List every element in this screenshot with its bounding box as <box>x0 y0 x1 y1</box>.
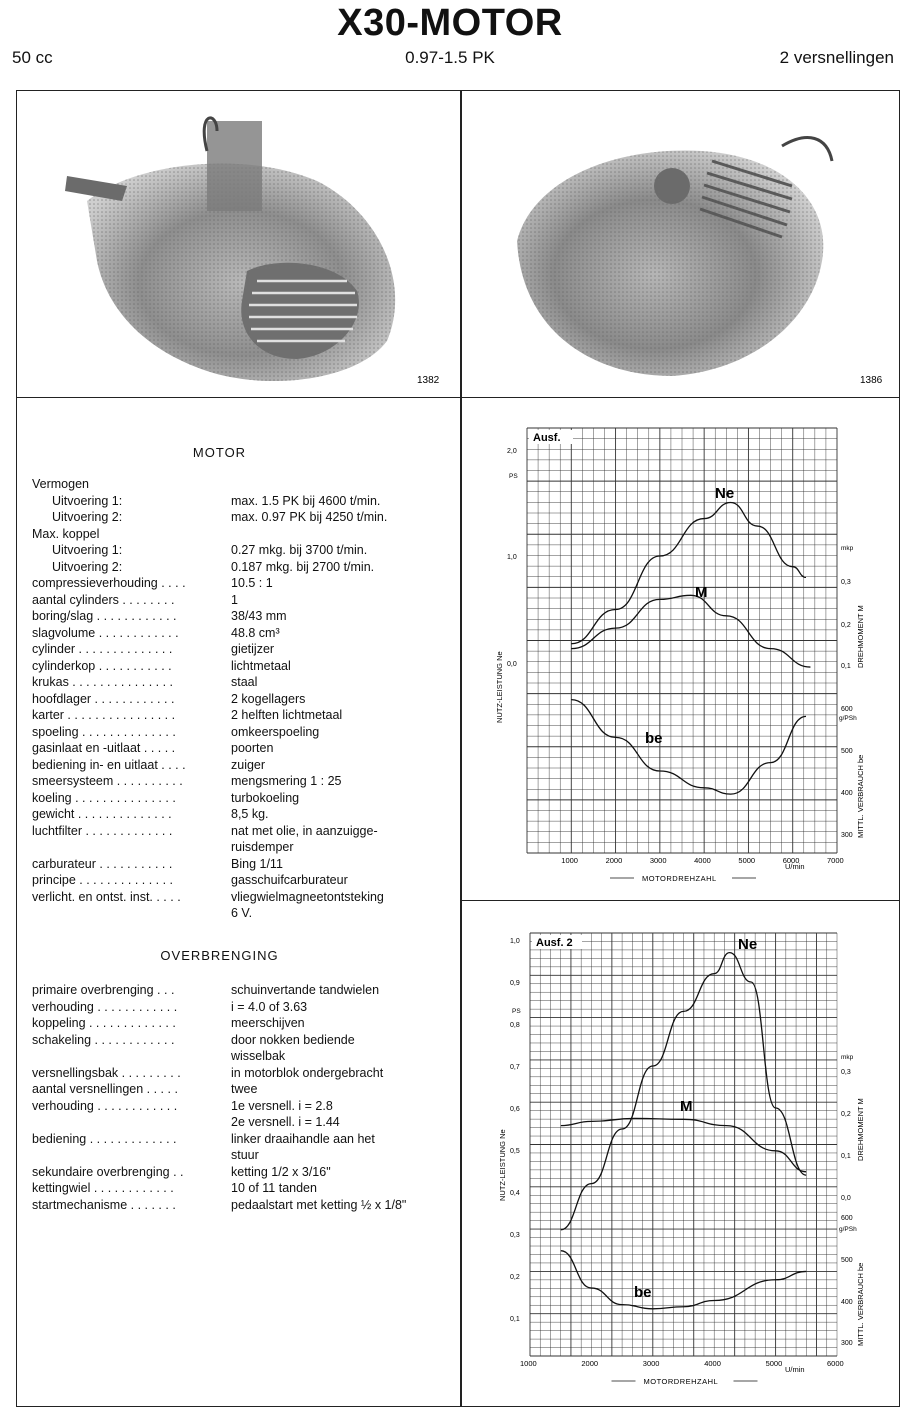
motor-row <box>32 889 452 906</box>
transmission-row <box>32 1114 452 1131</box>
consumption-tick-label: 300 <box>841 1340 853 1347</box>
left-tick-label: 0,7 <box>510 1064 520 1071</box>
transmission-row <box>32 1131 452 1148</box>
motor-label: gasinlaat en -uitlaat . . . . . <box>32 741 176 755</box>
motor-label: koeling . . . . . . . . . . . . . . . <box>32 790 176 805</box>
motor-value: 38/43 mm <box>231 609 287 623</box>
motor-value: Bing 1/11 <box>231 856 283 871</box>
torque-tick-label: 0,2 <box>841 1111 851 1118</box>
motor-row <box>32 476 452 493</box>
x-tick-label: 5000 <box>738 856 756 865</box>
x-tick-label: 2000 <box>605 856 623 865</box>
left-unit-label: PS <box>512 1008 521 1015</box>
transmission-label: versnellingsbak . . . . . . . . . <box>32 1065 181 1080</box>
transmission-value: wisselbak <box>231 1049 286 1063</box>
motor-label: Max. koppel <box>32 526 100 541</box>
motor-row <box>32 806 452 823</box>
motor-row <box>32 839 452 856</box>
transmission-row <box>32 1065 452 1082</box>
motor-row <box>32 790 452 807</box>
motor-label: Vermogen <box>32 477 89 491</box>
torque-unit-label: mkp <box>841 1054 854 1061</box>
motor-value: omkeerspoeling <box>231 724 320 739</box>
motor-value: 0.187 mkg. bij 2700 t/min. <box>231 559 375 574</box>
motor-label: cylinder . . . . . . . . . . . . . . <box>32 642 173 656</box>
displacement-label: 50 cc <box>12 48 53 67</box>
transmission-value: in motorblok ondergebracht <box>231 1065 384 1080</box>
transmission-value: twee <box>231 1082 258 1096</box>
transmission-row <box>32 982 452 999</box>
series-label-be: be <box>634 1284 652 1301</box>
motor-label: hoofdlager . . . . . . . . . . . . <box>32 691 175 706</box>
motor-value: 10.5 : 1 <box>231 576 273 590</box>
transmission-row <box>32 1015 452 1032</box>
torque-axis-label: DREHMOMENT M <box>856 1098 865 1161</box>
motor-label: smeersysteem . . . . . . . . . . <box>32 774 183 788</box>
consumption-axis-label: MITTL. VERBRAUCH be <box>856 1262 865 1346</box>
torque-tick-label: 0,1 <box>841 663 851 670</box>
transmission-row <box>32 1164 452 1181</box>
transmission-label: verhouding . . . . . . . . . . . . <box>32 1098 178 1113</box>
transmission-value: 10 of 11 tanden <box>231 1181 317 1195</box>
motor-row <box>32 674 452 691</box>
transmission-row <box>32 999 452 1016</box>
transmission-value: linker draaihandle aan het <box>231 1131 375 1146</box>
transmission-row <box>32 1147 452 1164</box>
motor-value: gasschuifcarburateur <box>231 873 348 887</box>
x-unit-label: U/min <box>785 1365 805 1374</box>
x-tick-label: 1000 <box>561 856 578 865</box>
transmission-label: kettingwiel . . . . . . . . . . . . <box>32 1181 174 1195</box>
motor-row <box>32 526 452 543</box>
transmission-row <box>32 1098 452 1115</box>
x-tick-label: 6000 <box>782 856 800 865</box>
engine-photo-angled <box>462 91 898 396</box>
transmission-label: aantal versnellingen . . . . . <box>32 1082 178 1096</box>
torque-tick-label: 0,2 <box>841 622 851 629</box>
transmission-label: verhouding . . . . . . . . . . . . <box>32 999 178 1014</box>
torque-unit-label: mkp <box>841 545 854 552</box>
motor-value: max. 0.97 PK bij 4250 t/min. <box>231 510 388 524</box>
motor-value: 6 V. <box>231 906 253 920</box>
motor-label: compressieverhouding . . . . <box>32 576 186 590</box>
transmission-label: sekundaire overbrenging . . <box>32 1164 184 1179</box>
motor-row <box>32 773 452 790</box>
photo-panel-left <box>16 90 461 398</box>
motor-label: boring/slag . . . . . . . . . . . . <box>32 609 177 623</box>
motor-row <box>32 592 452 609</box>
motor-value: mengsmering 1 : 25 <box>231 774 342 788</box>
left-tick-label: 0,3 <box>510 1232 520 1239</box>
chart-panel-1 <box>461 397 900 901</box>
motor-value: zuiger <box>231 757 266 772</box>
motor-label: principe . . . . . . . . . . . . . . <box>32 873 174 887</box>
motor-value: 0.27 mkg. bij 3700 t/min. <box>231 543 368 557</box>
series-label-ne: Ne <box>715 485 735 502</box>
transmission-label: bediening . . . . . . . . . . . . . <box>32 1131 177 1146</box>
motor-label: gewicht . . . . . . . . . . . . . . <box>32 807 172 821</box>
motor-label: luchtfilter . . . . . . . . . . . . . <box>32 823 173 838</box>
performance-chart-2 <box>462 901 898 1405</box>
x-axis-label: MOTORDREHZAHL <box>642 874 717 883</box>
motor-row <box>32 757 452 774</box>
motor-value: turbokoeling <box>231 790 300 805</box>
series-label-be: be <box>645 730 663 747</box>
motor-row <box>32 856 452 873</box>
consumption-tick-label: 400 <box>841 790 853 797</box>
motor-label: Uitvoering 1: <box>52 493 123 508</box>
transmission-row <box>32 1197 452 1214</box>
motor-label: karter . . . . . . . . . . . . . . . . <box>32 708 176 722</box>
transmission-value: 1e versnell. i = 2.8 <box>231 1098 333 1113</box>
performance-chart-1 <box>462 398 898 898</box>
transmission-value: 2e versnell. i = 1.44 <box>231 1115 340 1129</box>
torque-axis-label: DREHMOMENT M <box>856 605 865 668</box>
consumption-tick-label: 400 <box>841 1299 853 1306</box>
left-axis-label: NUTZ-LEISTUNG Ne <box>498 1129 507 1201</box>
motor-row <box>32 740 452 757</box>
transmission-value: i = 4.0 of 3.63 <box>231 999 308 1014</box>
motor-value: vliegwielmagneetontsteking <box>231 889 384 904</box>
x-tick-label: 7000 <box>827 856 844 865</box>
motor-row <box>32 559 452 576</box>
series-line-m <box>571 595 810 667</box>
consumption-tick-label: 600 <box>841 1215 853 1222</box>
torque-tick-label: 0,0 <box>841 1195 851 1202</box>
transmission-value: stuur <box>231 1148 259 1162</box>
motor-row <box>32 691 452 708</box>
series-label-m: M <box>680 1098 693 1115</box>
transmission-label: primaire overbrenging . . . <box>32 983 175 997</box>
left-tick-label: 0,5 <box>510 1148 520 1155</box>
motor-row <box>32 905 452 922</box>
left-tick-label: 0,9 <box>510 980 520 987</box>
consumption-tick-label: 600 <box>841 706 853 713</box>
x-tick-label: 4000 <box>694 856 711 865</box>
consumption-unit-label: g/PSh <box>839 715 857 722</box>
left-tick-label: 0,1 <box>510 1316 520 1323</box>
engine-photo-side <box>17 91 459 396</box>
transmission-value: ketting 1/2 x 3/16" <box>231 1164 331 1179</box>
x-axis-label: MOTORDREHZAHL <box>643 1377 719 1386</box>
left-tick-label: 0,8 <box>510 1022 520 1029</box>
motor-label: verlicht. en ontst. inst. . . . . <box>32 889 181 904</box>
motor-row <box>32 641 452 658</box>
motor-row <box>32 658 452 675</box>
transmission-row <box>32 1032 452 1049</box>
motor-value: 1 <box>231 592 238 607</box>
motor-label: carburateur . . . . . . . . . . . <box>32 856 173 871</box>
motor-label: Uitvoering 2: <box>52 559 123 574</box>
motor-label: cylinderkop . . . . . . . . . . . <box>32 658 172 673</box>
left-tick-label: 1,0 <box>510 938 520 945</box>
motor-row <box>32 823 452 840</box>
photo-number-right: 1386 <box>860 375 883 386</box>
x-tick-label: 1000 <box>520 1359 537 1368</box>
left-tick-label: 0,2 <box>510 1274 520 1281</box>
transmission-label: startmechanisme . . . . . . . <box>32 1197 176 1212</box>
x-tick-label: 4000 <box>704 1359 721 1368</box>
motor-row <box>32 493 452 510</box>
left-tick-label: 2,0 <box>507 448 517 455</box>
torque-tick-label: 0,3 <box>841 579 851 586</box>
motor-value: ruisdemper <box>231 840 294 854</box>
torque-tick-label: 0,3 <box>841 1069 851 1076</box>
left-tick-label: 1,0 <box>507 554 517 561</box>
gears-label: 2 versnellingen <box>779 48 894 67</box>
motor-value: poorten <box>231 741 274 755</box>
motor-value: lichtmetaal <box>231 658 291 673</box>
x-tick-label: 2000 <box>581 1359 599 1368</box>
transmission-value: meerschijven <box>231 1016 305 1030</box>
motor-label: bediening in- en uitlaat . . . . <box>32 757 186 772</box>
x-unit-label: U/min <box>785 862 805 871</box>
transmission-row <box>32 1180 452 1197</box>
motor-row <box>32 707 452 724</box>
consumption-tick-label: 500 <box>841 1257 853 1264</box>
transmission-label: koppeling . . . . . . . . . . . . . <box>32 1016 176 1030</box>
series-label-m: M <box>695 584 708 601</box>
left-axis-label: NUTZ-LEISTUNG Ne <box>495 651 504 723</box>
motor-row <box>32 509 452 526</box>
consumption-axis-label: MITTL. VERBRAUCH be <box>856 754 865 838</box>
motor-row <box>32 575 452 592</box>
motor-label: Uitvoering 1: <box>52 543 123 557</box>
photo-panel-right <box>461 90 900 398</box>
motor-row <box>32 724 452 741</box>
consumption-tick-label: 500 <box>841 748 853 755</box>
motor-heading: MOTOR <box>192 445 247 460</box>
motor-value: nat met olie, in aanzuigge- <box>231 823 378 838</box>
motor-label: krukas . . . . . . . . . . . . . . . <box>32 675 174 689</box>
power-label: 0.97-1.5 PK <box>405 48 495 67</box>
series-label-ne: Ne <box>738 936 758 953</box>
x-tick-label: 5000 <box>765 1359 783 1368</box>
spec-panel <box>16 397 461 1407</box>
consumption-unit-label: g/PSh <box>839 1226 857 1233</box>
photo-number-left: 1382 <box>417 375 440 386</box>
torque-tick-label: 0,1 <box>841 1153 851 1160</box>
x-tick-label: 3000 <box>649 856 667 865</box>
chart-title: Ausf. 2 <box>536 937 573 949</box>
motor-value: gietijzer <box>231 642 275 656</box>
motor-label: Uitvoering 2: <box>52 510 123 524</box>
motor-row <box>32 608 452 625</box>
transmission-row <box>32 1048 452 1065</box>
consumption-tick-label: 300 <box>841 832 853 839</box>
transmission-value: pedaalstart met ketting ½ x 1/8" <box>231 1197 407 1212</box>
motor-label: slagvolume . . . . . . . . . . . . <box>32 625 179 640</box>
chart-title: Ausf. <box>533 432 561 444</box>
motor-value: 8,5 kg. <box>231 807 269 821</box>
motor-row <box>32 542 452 559</box>
motor-value: max. 1.5 PK bij 4600 t/min. <box>231 493 381 508</box>
motor-value: 48.8 cm³ <box>231 625 280 640</box>
motor-row <box>32 872 452 889</box>
motor-value: 2 helften lichtmetaal <box>231 708 343 722</box>
left-tick-label: 0,6 <box>510 1106 520 1113</box>
motor-label: spoeling . . . . . . . . . . . . . . <box>32 724 176 739</box>
transmission-value: door nokken bediende <box>231 1032 355 1047</box>
transmission-label: schakeling . . . . . . . . . . . . <box>32 1032 175 1047</box>
transmission-heading: OVERBRENGING <box>160 948 279 963</box>
left-tick-label: 0,4 <box>510 1190 520 1197</box>
left-unit-label: PS <box>509 473 518 480</box>
left-tick-label: 0,0 <box>507 661 517 668</box>
motor-row <box>32 625 452 642</box>
transmission-value: schuinvertande tandwielen <box>231 983 380 997</box>
motor-value: 2 kogellagers <box>231 691 306 706</box>
motor-label: aantal cylinders . . . . . . . . <box>32 592 175 607</box>
motor-value: staal <box>231 675 258 689</box>
transmission-row <box>32 1081 452 1098</box>
x-tick-label: 3000 <box>642 1359 660 1368</box>
page-title: X30-MOTOR <box>337 2 563 44</box>
chart-panel-2 <box>461 900 900 1407</box>
x-tick-label: 6000 <box>827 1359 844 1368</box>
